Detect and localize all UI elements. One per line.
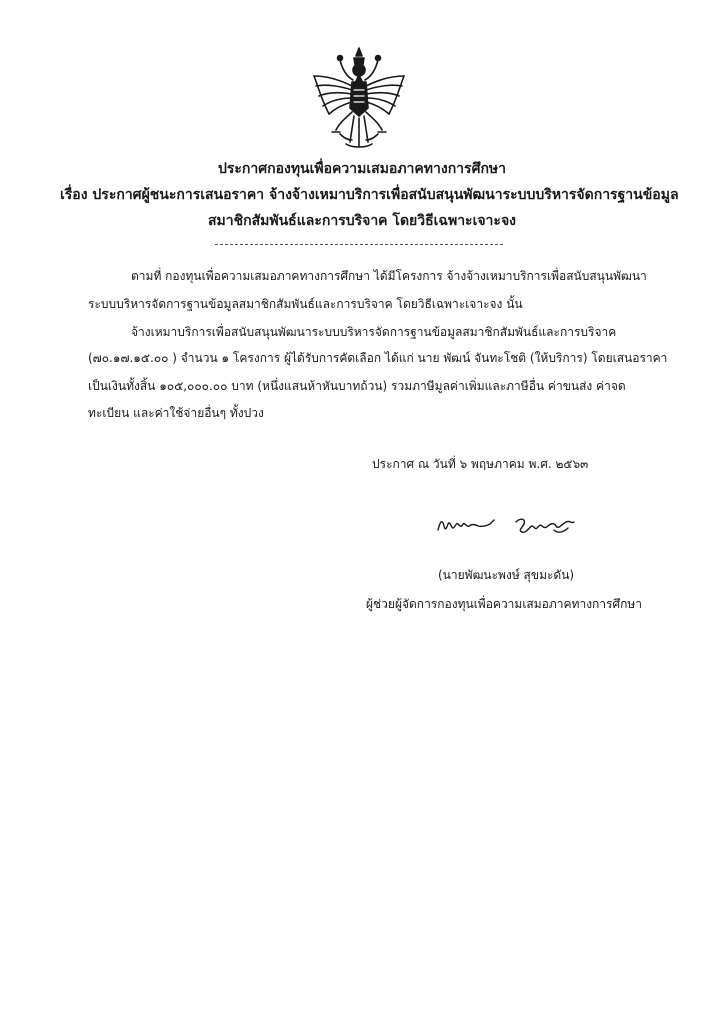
paragraph-1-line-2: ระบบบริหารจัดการฐานข้อมูลสมาชิกสัมพันธ์และการบริจาค โดยวิธีเฉพาะเจาะจง นั้น <box>88 297 523 311</box>
paragraph-2-line-2: (๗๐.๑๗.๑๕.๐๐ ) จำนวน ๑ โครงการ ผู้ได้รับการคัดเลือก ได้แก่ นาย พัฒน์ จันทะโชติ (ให้บริการ) โดยเสนอราคา <box>88 351 668 365</box>
subject-line-1: เรื่อง ประกาศผู้ชนะการเสนอราคา จ้างจ้างเหมาบริการเพื่อสนับสนุนพัฒนาระบบบริหารจัดการฐานข้อมูล <box>60 187 679 203</box>
signer-position: ผู้ช่วยผู้จัดการกองทุนเพื่อความเสมอภาคทางการศึกษา <box>366 597 643 611</box>
announcement-title: ประกาศกองทุนเพื่อความเสมอภาคทางการศึกษา <box>217 161 507 177</box>
divider <box>215 244 503 245</box>
paragraph-2-line-3: เป็นเงินทั้งสิ้น ๑๐๕,๐๐๐.๐๐ บาท (หนึ่งแสนห้าหันบาทถ้วน) รวมภาษีมูลค่าเพิ่มและภาษีอื่น ค่าขนส่ง ค่าจด <box>88 379 626 393</box>
signer-name: (นายพัฒนะพงษ์ สุขมะดัน) <box>438 568 575 582</box>
paragraph-1-line-1: ตามที่ กองทุนเพื่อความเสมอภาคทางการศึกษา ได้มีโครงการ จ้างจ้างเหมาบริการเพื่อสนับสนุนพัฒนา <box>131 269 647 283</box>
announcement-date: ประกาศ ณ วันที่ ๖ พฤษภาคม พ.ศ. ๒๕๖๓ <box>372 457 589 471</box>
subject-line-2: สมาชิกสัมพันธ์และการบริจาค โดยวิธีเฉพาะเจาะจง <box>208 213 516 229</box>
handwritten-signature <box>434 512 584 538</box>
paragraph-2-line-4: ทะเบียน และค่าใช้จ่ายอื่นๆ ทั้งปวง <box>88 406 264 420</box>
paragraph-2-line-1: จ้างเหมาบริการเพื่อสนับสนุนพัฒนาระบบบริหารจัดการฐานข้อมูลสมาชิกสัมพันธ์และการบริจาค <box>131 325 617 339</box>
garuda-emblem-icon <box>310 46 408 150</box>
